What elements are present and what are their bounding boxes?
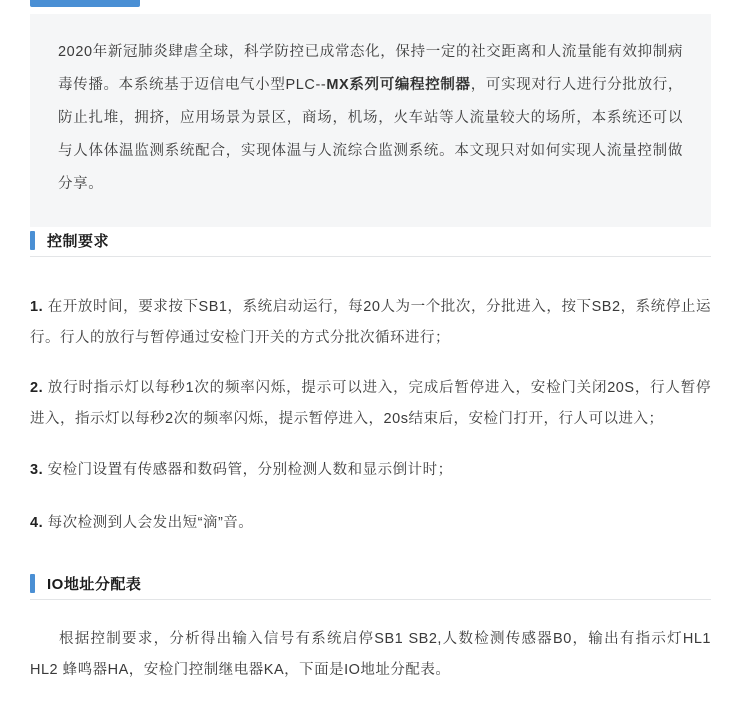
requirement-item-2 [30,373,711,435]
top-accent-bar [30,0,140,7]
requirement-number: 1. [30,299,44,315]
section-accent-bar [30,231,35,250]
requirement-item-3 [30,455,711,486]
intro-emphasis: MX系列可编程控制器 [326,77,471,93]
io-section-paragraph: 根据控制要求，分析得出输入信号有系统启停SB1 SB2,人数检测传感器B0，输出有指示灯HL1 HL2 蜂鸣器HA，安检门控制继电器KA，下面是IO地址分配表。 [30,631,711,678]
requirement-number: 3. [30,462,44,478]
intro-box [30,14,711,227]
requirement-item-4 [30,508,711,539]
section-header-control-requirements [30,228,109,252]
section-title: 控制要求 [47,232,110,250]
requirement-text: 放行时指示灯以每秒1次的频率闪烁，提示可以进入，完成后暂停进入，安检门关闭20S，行人暂停进入，指示灯以每秒2次的频率闪烁，提示暂停进入，20s结束后，安检门打开，行人可以进入； [30,380,711,427]
requirement-number: 2. [30,380,44,396]
requirement-text: 在开放时间，要求按下SB1，系统启动运行，每20人为一个批次，分批进入，按下SB2，系统停止运行。行人的放行与暂停通过安检门开关的方式分批次循环进行； [30,299,711,346]
intro-paragraph [58,36,683,201]
intro-part2: ，可实现对行人进行分批放行，防止扎堆，拥挤，应用场景为景区，商场，机场，火车站等人流量较大的场所，本系统还可以与人体体温监测系统配合，实现体温与人流综合监测系统。本文现只对如何实现人流量控制做分享。 [58,77,684,192]
section-divider [30,599,711,600]
section-accent-bar [30,574,35,593]
intro-part1: 2020年新冠肺炎肆虐全球，科学防控已成常态化，保持一定的社交距离和人流量能有效抑制病毒传播。本系统基于迈信电气小型PLC-- [58,44,683,93]
requirement-text: 每次检测到人会发出短“滴”音。 [47,515,254,531]
section-header-io-table [30,571,141,595]
section-title: IO地址分配表 [47,575,142,593]
requirement-text: 安检门设置有传感器和数码管，分别检测人数和显示倒计时； [47,462,453,478]
requirement-number: 4. [30,515,44,531]
requirement-item-1 [30,292,711,354]
section-divider [30,256,711,257]
